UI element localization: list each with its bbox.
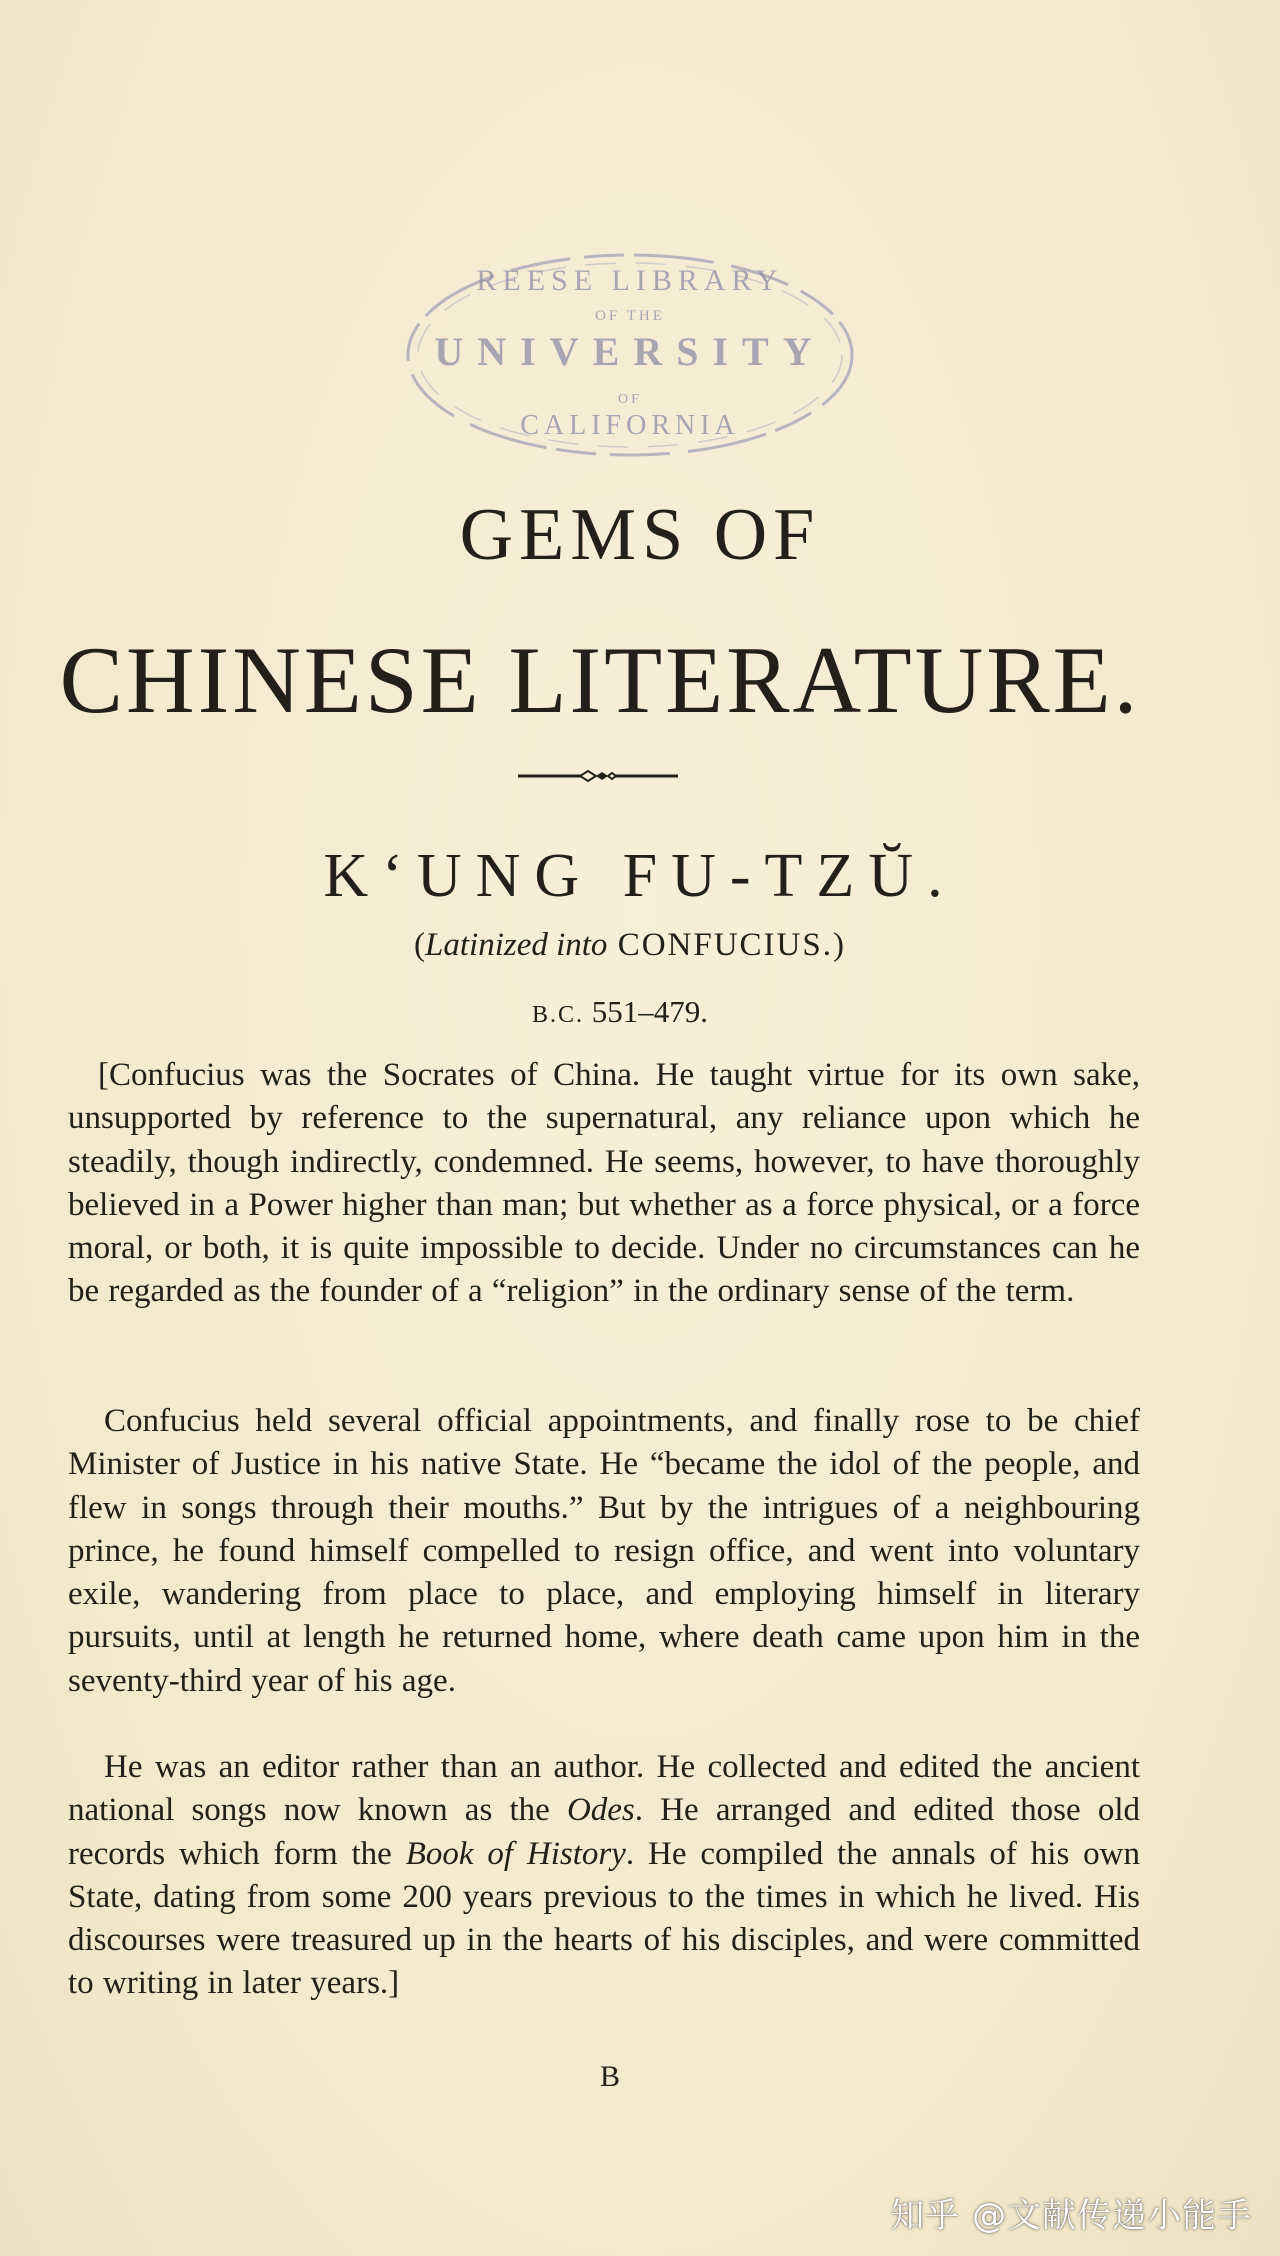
para3-text-b: . He arranged and edited those old records which form the	[68, 1792, 1140, 1872]
chapter-subject-title: K‘UNG FU-TZŬ.	[323, 842, 957, 910]
zhihu-watermark: 知乎 @文献传递小能手	[890, 2196, 1252, 2236]
signature-mark: B	[599, 2060, 620, 2093]
body-paragraph-1: [Confucius was the Socrates of China. He taught virtue for its own sake, unsupported by reference to the supernatural, any reliance upon which he steadily, though indirectly, condemned. He seems, however, to have thoroughly believed in a Power higher than man; but whether as a force physical, or a force moral, or both, it is quite impossible to decide. Under no circumstances can he be regarded as the founder of a “religion” in the ordinary sense of the term.	[68, 1057, 1140, 1310]
stamp-library-name: REESE LIBRARY	[476, 264, 784, 297]
latinized-italic: Latinized into	[425, 927, 608, 963]
latinized-paren: (	[414, 927, 425, 963]
life-dates	[0, 990, 1240, 1037]
para3-text-c: . He compiled the annals of his own State, dating from some 200 years previous to the times in which he lived. His discourses were treasured up in the hearts of his disciples, and were committed to writing in later years.]	[68, 1835, 1140, 2002]
stamp-california: CALIFORNIA	[520, 410, 740, 441]
date-era: B.C.	[531, 1002, 584, 1028]
latinized-name: CONFUCIUS.)	[607, 927, 846, 963]
library-stamp	[400, 240, 860, 470]
body-paragraph-3	[68, 1746, 1140, 2006]
book-title-line2: CHINESE LITERATURE.	[59, 627, 1141, 733]
ornament-divider-icon	[518, 766, 678, 786]
stamp-of-the: OF THE	[595, 308, 665, 324]
stamp-of: OF	[618, 392, 642, 407]
body-paragraph-2: Confucius held several official appointments, and finally rose to be chief Minister of Justice in his native State. He “became the idol of the people, and flew in songs through their mouths.” But by the intrigues of a neighbouring prince, he found himself compelled to resign office, and went into voluntary exile, wandering from place to place, and employing himself in literary pursuits, until at length he returned home, where death came upon him in the seventy-third year of his age.	[68, 1403, 1140, 1699]
para3-text-a: He was an editor rather than an author. He collected and edited the ancient national songs now known as the	[68, 1749, 1140, 1829]
book-title-line1: GEMS OF	[459, 494, 821, 576]
odes-title: Odes	[566, 1792, 635, 1829]
date-years: 551–479.	[584, 994, 708, 1029]
stamp-university: UNIVERSITY	[434, 329, 826, 374]
book-of-history-title: Book of History	[405, 1835, 626, 1872]
latinized-subtitle	[0, 922, 1260, 968]
